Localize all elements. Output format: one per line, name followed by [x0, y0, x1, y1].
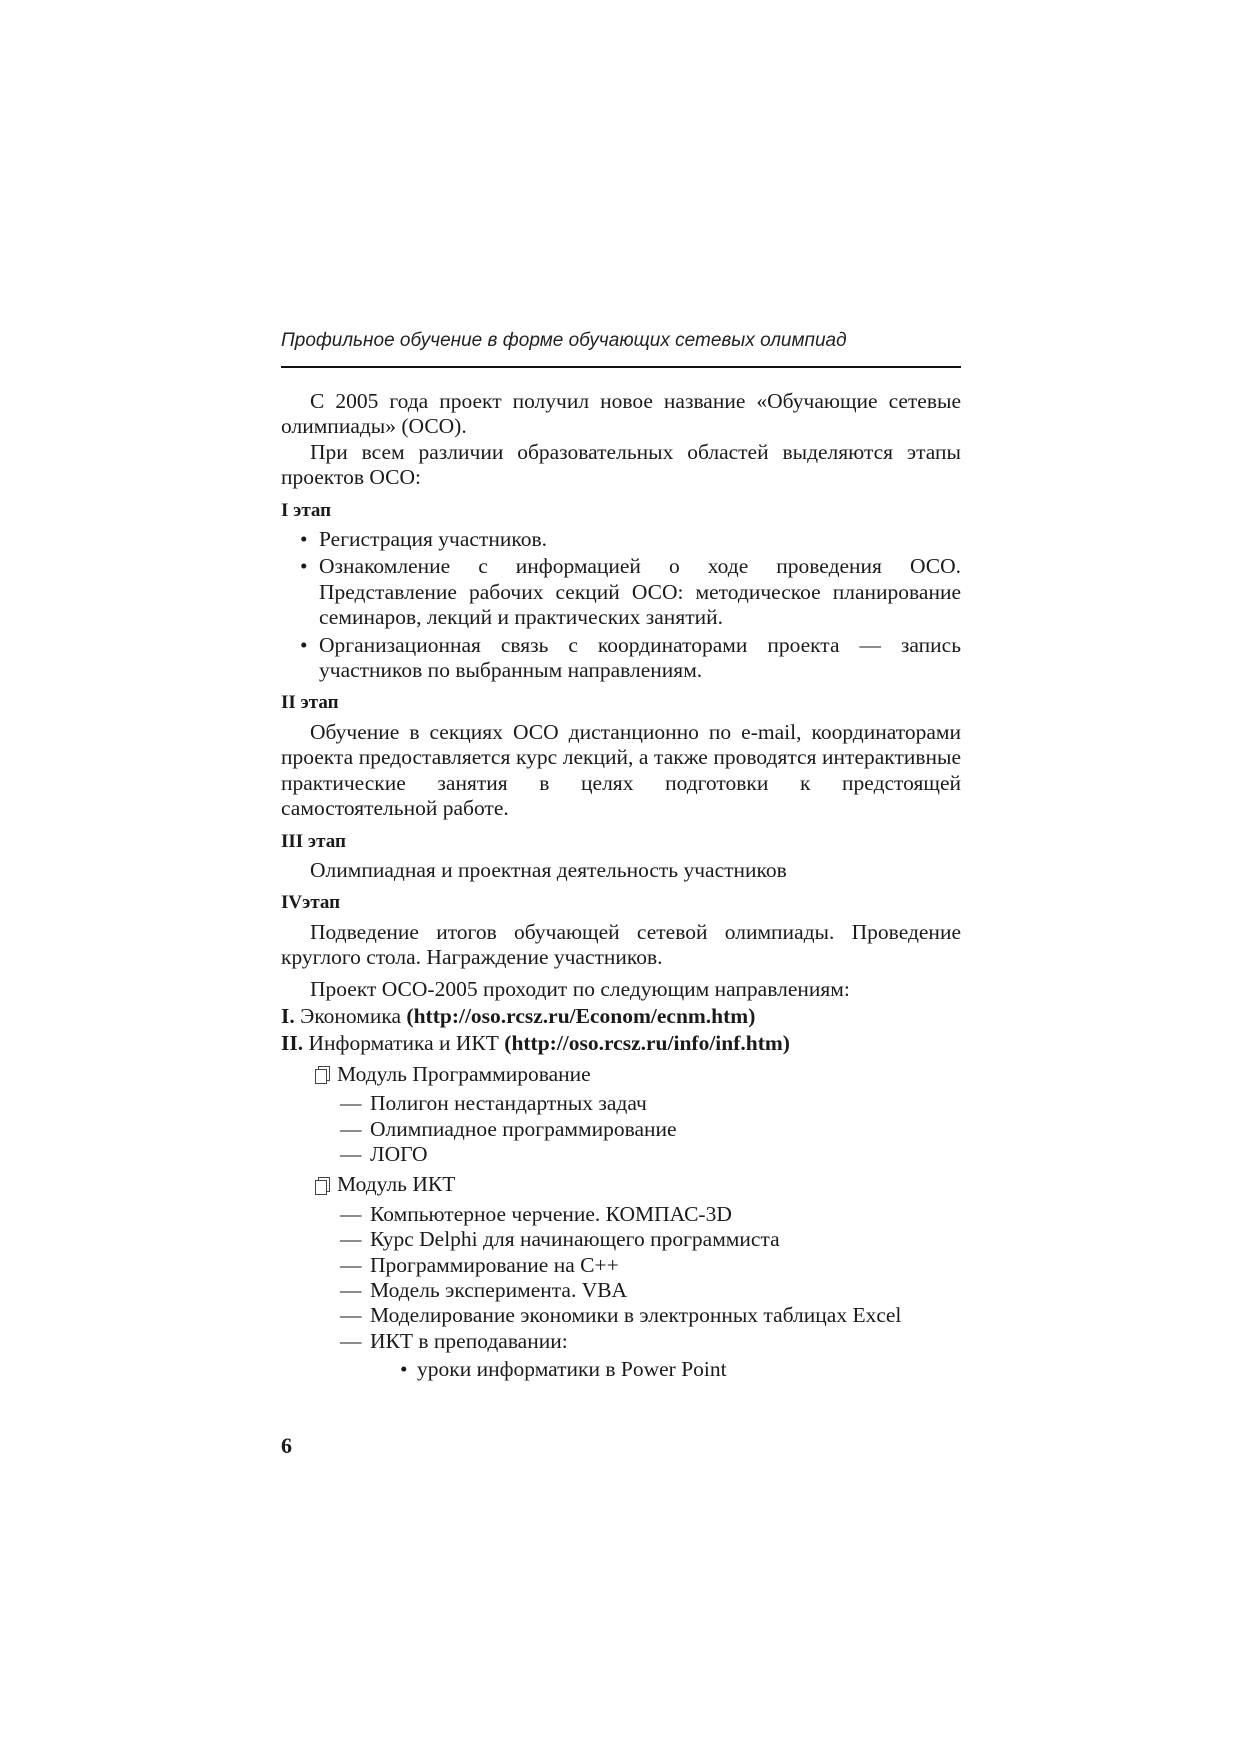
module-programming — [315, 1062, 961, 1087]
direction-name: Экономика — [300, 1003, 402, 1028]
direction-number: I. — [281, 1003, 295, 1028]
intro-paragraph-2: При всем различии образовательных областей выделяются этапы проектов ОСО: — [281, 439, 961, 490]
economics-link[interactable]: http://oso.rcsz.ru/Econom/ecnm.htm — [413, 1003, 749, 1028]
dash-icon: — — [340, 1303, 362, 1328]
dash-icon: — — [340, 1227, 362, 1252]
list-item: • Организационная связь с координаторами проекта — запись участников по выбранным направлениям. — [300, 632, 961, 683]
list-item: • Регистрация участников. — [300, 527, 547, 552]
bullet-icon: • — [400, 1357, 408, 1382]
running-title: Профильное обучение в форме обучающих сетевых олимпиад — [281, 330, 847, 351]
direction-economics: I. Экономика (http://oso.rcsz.ru/Econom/ecnm.htm) — [281, 1003, 756, 1028]
list-item: — ЛОГО — [340, 1141, 428, 1166]
stage-1-title: I этап — [281, 499, 332, 521]
direction-name: Информатика и ИКТ — [308, 1031, 499, 1056]
stage-4-title: IVэтап — [281, 892, 341, 914]
intro-paragraph-1: С 2005 года проект получил новое название «Обучающие сетевые олимпиады» (ОСО). — [281, 389, 961, 439]
stage-3-title: III этап — [281, 830, 346, 852]
bullet-icon: • — [300, 632, 308, 657]
page-content — [281, 389, 961, 1383]
dash-icon: — — [340, 1116, 362, 1141]
module-title: Модуль Программирование — [337, 1061, 591, 1086]
stage-4-text: Подведение итогов обучающей сетевой олимпиады. Проведение круглого стола. Награждение участников. — [281, 919, 961, 970]
list-item: — Курс Delphi для начинающего программиста — [340, 1227, 780, 1252]
module-programming-list — [281, 1091, 961, 1167]
informatics-link[interactable]: http://oso.rcsz.ru/info/inf.htm — [511, 1031, 783, 1056]
list-item: • уроки информатики в Power Point — [400, 1357, 727, 1382]
bullet-icon: • — [300, 554, 308, 579]
list-item: — Полигон нестандартных задач — [340, 1091, 647, 1116]
module-ict — [315, 1172, 961, 1197]
dash-icon: — — [340, 1141, 362, 1166]
list-item: • Ознакомление с информацией о ходе проведения ОСО. Представление рабочих секций ОСО: методическое планирование семинаров, лекций и практических занятий. — [300, 554, 961, 630]
module-ict-list — [281, 1202, 961, 1354]
dash-icon: — — [340, 1252, 362, 1277]
dash-icon: — — [340, 1278, 362, 1302]
direction-number: II. — [281, 1031, 304, 1056]
header-rule — [281, 366, 961, 368]
directions-intro: Проект ОСО-2005 проходит по следующим направлениям: — [310, 976, 850, 1001]
dash-icon: — — [340, 1091, 362, 1116]
list-item: — Компьютерное черчение. КОМПАС-3D — [340, 1201, 732, 1226]
document-icon — [315, 1177, 329, 1193]
module-title: Модуль ИКТ — [337, 1172, 456, 1197]
list-item: — Модель эксперимента. VBA — [340, 1278, 628, 1302]
stage-2-title: II этап — [281, 692, 339, 714]
page-number: 6 — [281, 1433, 292, 1458]
list-item: — ИКТ в преподавании: — [340, 1328, 568, 1353]
direction-informatics: II. Информатика и ИКТ (http://oso.rcsz.ru/info/inf.htm) — [281, 1031, 790, 1056]
bullet-icon: • — [300, 527, 308, 552]
module-ict-sublist — [281, 1357, 961, 1382]
list-item: — Программирование на С++ — [340, 1252, 619, 1277]
stage-1-list — [281, 527, 961, 683]
list-item: — Моделирование экономики в электронных таблицах Excel — [340, 1303, 902, 1328]
stage-2-text: Обучение в секциях ОСО дистанционно по e-mail, координаторами проекта предоставляется курс лекций, а также проводятся интерактивные практические занятия в целях подготовки к предстоящей самостоятельной работе. — [281, 719, 961, 821]
list-item: — Олимпиадное программирование — [340, 1116, 677, 1141]
document-icon — [315, 1066, 329, 1082]
dash-icon: — — [340, 1328, 362, 1353]
stage-3-text: Олимпиадная и проектная деятельность участников — [310, 857, 787, 882]
dash-icon: — — [340, 1201, 362, 1226]
